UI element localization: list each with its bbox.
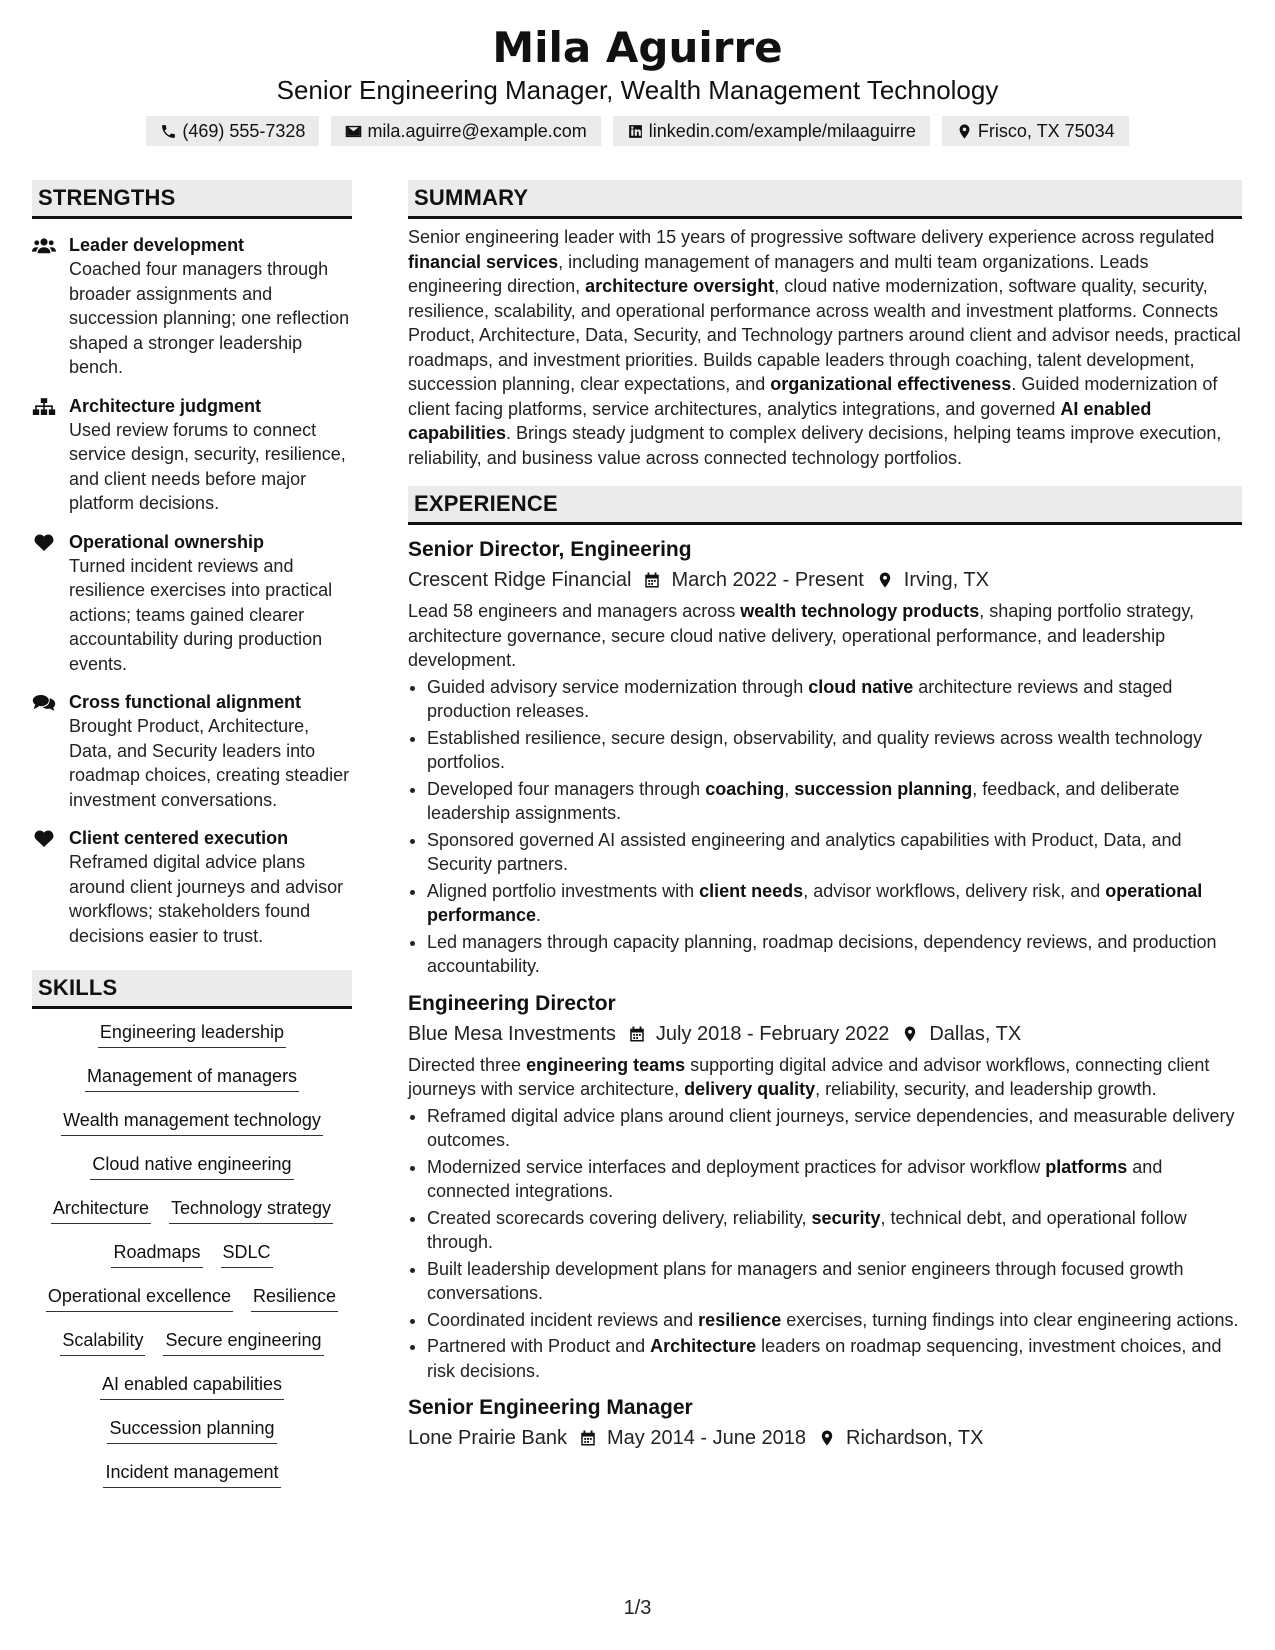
candidate-name: Mila Aguirre <box>492 23 783 72</box>
strength-item <box>32 394 352 516</box>
list-item: • Established resilience, secure design, observability, and quality reviews across wealth technology portfolios. <box>427 726 1242 775</box>
sitemap-icon <box>32 398 56 416</box>
skill-tag: Incident management <box>103 1459 280 1488</box>
strength-item <box>32 233 352 380</box>
contact-phone-text: (469) 555-7328 <box>182 121 306 141</box>
role-company: Blue Mesa Investments <box>408 1022 616 1045</box>
emphasis: architecture oversight <box>585 276 775 296</box>
contact-location-text: Frisco, TX 75034 <box>977 121 1115 141</box>
skill-tag: Succession planning <box>107 1415 276 1444</box>
summary-text: Senior engineering leader with 15 years of progressive software delivery experience across regulated financial services, including management of managers and multi team organizations. Leads engineering direction, architecture oversight, cloud native modernization, software quality, security, resilience, scalability, and operational performance across wealth and investment platforms. Connects Product, Architecture, Data, Security, and Technology partners around client and advisor needs, practical roadmaps, and investment priorities. Builds capable leaders through coaching, talent development, succession planning, clear expectations, and organizational effectiveness. Guided modernization of client facing platforms, service architectures, analytics integrations, and governed AI enabled capabilities. Brings steady judgment to complex delivery decisions, helping teams improve execution, reliability, and business value across connected technology portfolios. <box>408 227 1241 468</box>
skill-tag: SDLC <box>221 1239 273 1268</box>
skill-tag: AI enabled capabilities <box>100 1371 284 1400</box>
role-dates: May 2014 - June 2018 <box>606 1427 807 1449</box>
left-column <box>32 180 352 1503</box>
map-pin-icon <box>901 1025 919 1043</box>
role-meta <box>408 565 1242 595</box>
list-item: • Partnered with Product and Architecture leaders on roadmap sequencing, investment choices, and risk decisions. <box>427 1334 1242 1383</box>
contact-email-text: mila.aguirre@example.com <box>367 121 587 141</box>
role-title: Senior Engineering Manager <box>408 1396 693 1419</box>
strength-desc: Turned incident reviews and resilience exercises into practical actions; teams gained clearer accountability during production events. <box>69 555 333 674</box>
strength-title: Leader development <box>69 235 245 255</box>
comments-icon <box>32 694 56 712</box>
list-item: • Led managers through capacity planning, roadmap decisions, dependency reviews, and production accountability. <box>427 930 1242 979</box>
emphasis: Architecture <box>650 1336 757 1356</box>
emphasis: platforms <box>1045 1156 1128 1177</box>
role-company: Lone Prairie Bank <box>408 1427 567 1449</box>
strength-desc: Used review forums to connect service design, security, resilience, and client needs before major platform decisions. <box>69 419 346 513</box>
summary-heading: SUMMARY <box>408 180 1242 219</box>
skill-tag: Scalability <box>60 1327 145 1356</box>
map-pin-icon <box>818 1429 836 1447</box>
strength-item <box>32 826 352 948</box>
skill-tag: Secure engineering <box>163 1327 323 1356</box>
emphasis: organizational effectiveness <box>770 374 1012 394</box>
role-company: Crescent Ridge Financial <box>408 569 632 591</box>
contact-linkedin-text: linkedin.com/example/milaaguirre <box>648 121 916 141</box>
linkedin-icon <box>627 123 644 140</box>
heart-icon <box>32 830 56 848</box>
list-item: • Coordinated incident reviews and resilience exercises, turning findings into clear engineering actions. <box>427 1308 1242 1333</box>
users-icon <box>32 237 56 255</box>
emphasis: coaching <box>705 778 785 799</box>
skill-tag: Engineering leadership <box>98 1019 286 1048</box>
emphasis: succession planning <box>794 778 973 799</box>
emphasis: security <box>811 1207 881 1228</box>
page-number: 1/3 <box>623 1597 652 1619</box>
list-item: • Developed four managers through coaching, succession planning, feedback, and deliberate leadership assignments. <box>427 777 1242 826</box>
resume-header <box>0 22 1275 146</box>
emphasis: wealth technology products <box>740 601 980 621</box>
role-bullets <box>408 1104 1242 1384</box>
role-title: Engineering Director <box>408 991 616 1015</box>
list-item: • Aligned portfolio investments with client needs, advisor workflows, delivery risk, and operational performance. <box>427 879 1242 928</box>
skills-list <box>32 1019 352 1503</box>
strength-item <box>32 690 352 812</box>
role-dates: July 2018 - February 2022 <box>655 1022 890 1045</box>
role-meta <box>408 1019 1242 1049</box>
list-item: • Sponsored governed AI assisted engineering and analytics capabilities with Product, Data, and Security partners. <box>427 828 1242 877</box>
role-location: Richardson, TX <box>846 1427 984 1449</box>
role-bullets <box>408 675 1242 979</box>
role-description: Lead 58 engineers and managers across wealth technology products, shaping portfolio strategy, architecture governance, secure cloud native delivery, operational performance, and leadership development. <box>408 601 1195 670</box>
experience-role <box>408 1393 1242 1453</box>
envelope-icon <box>345 123 362 140</box>
role-meta <box>408 1423 1242 1453</box>
skills-heading: SKILLS <box>32 970 352 1009</box>
strength-desc: Coached four managers through broader assignments and succession planning; one reflection shaped a stronger leadership bench. <box>69 259 350 377</box>
strength-title: Cross functional alignment <box>69 692 302 712</box>
emphasis: cloud native <box>808 676 914 697</box>
contact-location <box>942 116 1129 146</box>
skill-tag: Wealth management technology <box>61 1107 323 1136</box>
strength-desc: Brought Product, Architecture, Data, and Security leaders into roadmap choices, creating steadier investment conversations. <box>69 716 350 810</box>
candidate-headline: Senior Engineering Manager, Wealth Management Technology <box>276 75 999 105</box>
experience-heading: EXPERIENCE <box>408 486 1242 525</box>
strength-title: Operational ownership <box>69 531 265 552</box>
experience-role <box>408 535 1242 979</box>
calendar-icon <box>579 1429 597 1447</box>
role-description: Directed three engineering teams supporting digital advice and advisor workflows, connecting client journeys with service architecture, delivery quality, reliability, security, and leadership growth. <box>408 1054 1210 1099</box>
role-location: Dallas, TX <box>929 1022 1022 1045</box>
heart-icon <box>32 534 56 552</box>
emphasis: resilience <box>698 1309 782 1330</box>
strength-title: Client centered execution <box>69 828 289 848</box>
map-pin-icon <box>876 571 894 589</box>
skill-tag: Technology strategy <box>169 1195 333 1224</box>
strength-item <box>32 530 352 677</box>
contact-phone[interactable] <box>146 116 319 146</box>
skill-tag: Roadmaps <box>111 1239 202 1268</box>
contact-linkedin[interactable] <box>613 116 930 146</box>
contact-bar <box>0 116 1275 146</box>
list-item: • Modernized service interfaces and deployment practices for advisor workflow platforms and connected integrations. <box>427 1155 1242 1204</box>
emphasis: delivery quality <box>684 1079 816 1099</box>
experience-list <box>408 535 1242 1453</box>
emphasis: financial services <box>408 251 559 272</box>
role-dates: March 2022 - Present <box>671 569 864 591</box>
map-pin-icon <box>956 123 973 140</box>
strengths-heading: STRENGTHS <box>32 180 352 219</box>
list-item: • Created scorecards covering delivery, reliability, security, technical debt, and operational follow through. <box>427 1206 1242 1255</box>
phone-icon <box>160 123 177 140</box>
skill-tag: Resilience <box>251 1283 338 1312</box>
skill-tag: Architecture <box>51 1195 151 1224</box>
list-item: • Guided advisory service modernization through cloud native architecture reviews and staged production releases. <box>427 675 1242 724</box>
role-title: Senior Director, Engineering <box>408 538 692 561</box>
emphasis: client needs <box>699 880 804 901</box>
list-item: • Reframed digital advice plans around client journeys, service dependencies, and measurable delivery outcomes. <box>427 1104 1242 1153</box>
strength-title: Architecture judgment <box>69 395 262 416</box>
emphasis: operational performance <box>427 880 1203 925</box>
list-item: • Built leadership development plans for managers and senior engineers through focused growth conversations. <box>427 1257 1242 1306</box>
calendar-icon <box>628 1025 646 1043</box>
skill-tag: Operational excellence <box>46 1283 233 1312</box>
experience-role <box>408 989 1242 1384</box>
right-column <box>408 180 1242 1453</box>
calendar-icon <box>643 571 661 589</box>
contact-email[interactable] <box>331 116 600 146</box>
emphasis: AI enabled capabilities <box>408 398 1152 443</box>
skill-tag: Cloud native engineering <box>90 1151 293 1180</box>
emphasis: engineering teams <box>526 1054 686 1075</box>
strength-desc: Reframed digital advice plans around client journeys and advisor workflows; stakeholders found decisions easier to trust. <box>69 852 344 946</box>
role-location: Irving, TX <box>903 569 989 591</box>
skill-tag: Management of managers <box>85 1063 299 1092</box>
